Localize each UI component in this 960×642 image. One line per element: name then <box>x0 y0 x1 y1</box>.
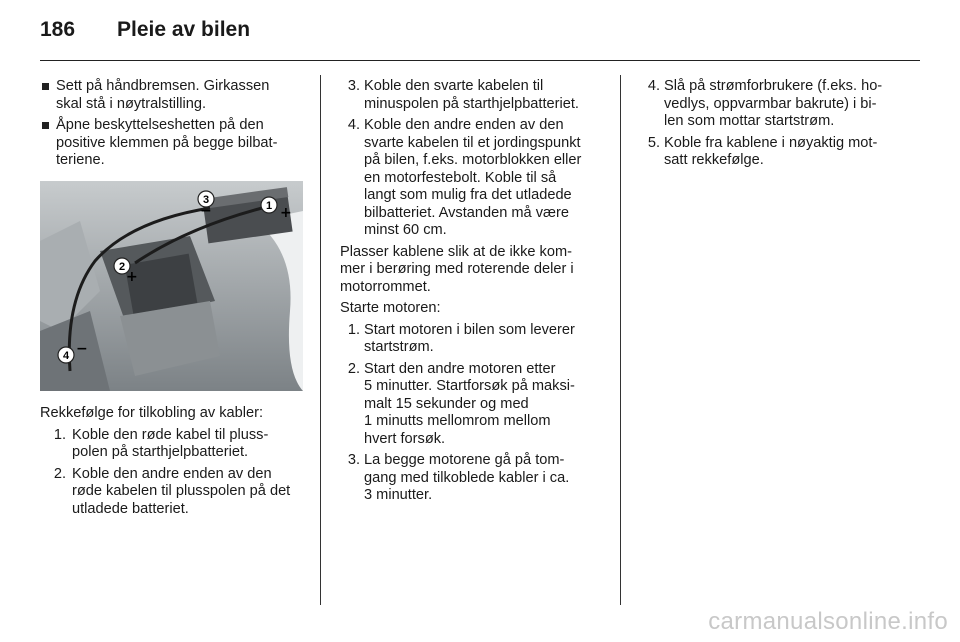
text-line: minuspolen på starthjelpbatteriet. <box>364 95 579 112</box>
text-line: Start den andre motoren etter <box>364 360 556 377</box>
column-3 <box>640 78 920 174</box>
text-line: hvert forsøk. <box>364 430 446 447</box>
column-2 <box>340 78 610 509</box>
text-line: startstrøm. <box>364 339 434 355</box>
minus-icon: − <box>76 341 88 357</box>
list-number: 1. <box>347 321 360 338</box>
watermark: carmanualsonline.info <box>708 608 948 635</box>
text-line: skal stå i nøytralstilling. <box>56 95 207 112</box>
bullet-item <box>40 78 310 113</box>
list-item <box>340 322 610 357</box>
list-number: 3. <box>347 452 360 468</box>
plus-icon: + <box>280 205 292 221</box>
text-line: 5 minutter. Startforsøk på maksi- <box>364 378 575 394</box>
callout-label-2: 2 <box>118 261 126 273</box>
list-number: 1. <box>53 426 66 443</box>
warning-paragraph <box>340 244 610 297</box>
callout-label-4: 4 <box>62 350 70 362</box>
text-line: vedlys, oppvarmbar bakrute) i bi- <box>664 95 877 112</box>
text-line: langt som mulig fra det utladede <box>364 187 572 203</box>
text-line: Slå på strømforbrukere (f.eks. ho- <box>664 78 883 94</box>
callout-label-3: 3 <box>202 194 210 206</box>
list-item <box>40 466 310 519</box>
text-line: teriene. <box>56 152 105 168</box>
text-line: svarte kabelen til et jordingspunkt <box>364 134 581 151</box>
text-line: Koble den svarte kabelen til <box>364 78 544 94</box>
start-heading: Starte motoren: <box>340 300 441 316</box>
list-item <box>40 427 310 462</box>
page-title: Pleie av bilen <box>117 18 251 41</box>
text-line: 3 minutter. <box>364 487 433 503</box>
intro-text: Rekkefølge for tilkobling av kabler: <box>40 405 264 421</box>
list-number: 3. <box>347 78 360 94</box>
bullet-item <box>40 117 310 170</box>
list-number: 4. <box>647 78 660 94</box>
text-line: motorrommet. <box>340 278 431 295</box>
text-line: mer i berøring med roterende deler i <box>340 261 574 277</box>
text-line: Koble den andre enden av den <box>364 117 564 133</box>
text-line: utladede batteriet. <box>72 500 189 517</box>
text-line: røde kabelen til plusspolen på det <box>72 483 291 499</box>
text-line: La begge motorene gå på tom- <box>364 452 565 468</box>
page-number: 186 <box>40 18 76 41</box>
plus-icon: + <box>126 269 138 285</box>
text-line: satt rekkefølge. <box>664 152 764 168</box>
text-line: Plasser kablene slik at de ikke kom- <box>340 243 572 260</box>
bullet-square-icon <box>42 122 49 129</box>
list-number: 4. <box>347 117 360 133</box>
text-line: bilbatteriet. Avstanden må være <box>364 204 569 221</box>
column-1 <box>40 78 310 174</box>
text-line: Koble fra kablene i nøyaktig mot- <box>664 134 878 151</box>
list-number: 5. <box>647 134 660 151</box>
list-number: 2. <box>347 360 360 377</box>
list-item <box>340 452 610 505</box>
column-divider-2 <box>620 75 621 605</box>
text-line: 1 minutts mellomrom mellom <box>364 413 551 429</box>
page-header <box>40 18 250 48</box>
callout-label-1: 1 <box>265 200 273 212</box>
list-item <box>340 361 610 449</box>
bullet-square-icon <box>42 83 49 90</box>
column-1-lower <box>40 405 310 522</box>
jump-start-figure <box>40 181 303 391</box>
text-line: Start motoren i bilen som leverer <box>364 321 575 338</box>
text-line: len som mottar startstrøm. <box>664 113 835 129</box>
text-line: malt 15 sekunder og med <box>364 395 529 412</box>
list-item <box>340 78 610 113</box>
text-line: Koble den røde kabel til pluss- <box>72 426 269 443</box>
list-item <box>640 135 920 170</box>
text-line: på bilen, f.eks. motorblokken eller <box>364 152 582 168</box>
text-line: Sett på håndbremsen. Girkassen <box>56 78 270 94</box>
text-line: gang med tilkoblede kabler i ca. <box>364 469 570 486</box>
text-line: Koble den andre enden av den <box>72 465 272 482</box>
text-line: polen på starthjelpbatteriet. <box>72 444 249 460</box>
text-line: minst 60 cm. <box>364 222 447 238</box>
header-rule <box>40 60 920 61</box>
list-number: 2. <box>53 465 66 482</box>
text-line: positive klemmen på begge bilbat- <box>56 134 278 151</box>
text-line: en motorfestebolt. Koble til så <box>364 169 557 186</box>
text-line: Åpne beskyttelseshetten på den <box>56 117 264 133</box>
list-item <box>640 78 920 131</box>
list-item <box>340 117 610 240</box>
minus-icon: − <box>200 203 212 219</box>
column-divider-1 <box>320 75 321 605</box>
